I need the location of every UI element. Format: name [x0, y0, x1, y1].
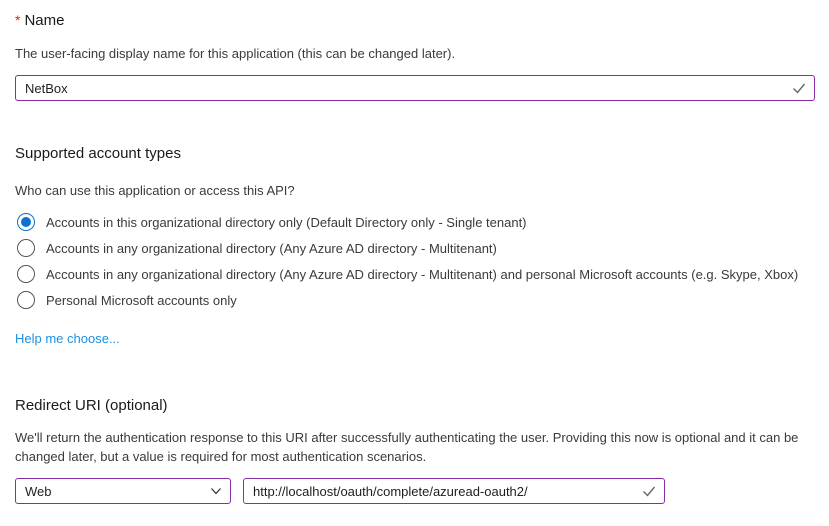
redirect-uri-input[interactable]: [244, 479, 664, 503]
radio-option-label: Accounts in any organizational directory (Any Azure AD directory - Multitenant) and personal Microsoft accounts (e.g. Skype, Xbox): [46, 266, 799, 282]
name-input[interactable]: [16, 76, 814, 100]
redirect-uri-description: We'll return the authentication response to this URI after successfully authenticating the user. Providing this now is optional and it can be changed later, but a value is required for most authentication scenarios.: [15, 430, 799, 464]
account-types-title: Supported account types: [15, 145, 181, 162]
valid-check-icon: [791, 80, 807, 96]
required-marker: *: [15, 12, 21, 28]
radio-button-icon[interactable]: [17, 239, 35, 257]
account-types-question: Who can use this application or access this API?: [15, 183, 295, 198]
name-title-text: Name: [24, 12, 65, 29]
chevron-down-icon: [209, 484, 223, 498]
radio-option-personal-only[interactable]: [15, 287, 815, 313]
radio-option-single-tenant[interactable]: [15, 209, 815, 235]
app-registration-form: [0, 10, 829, 504]
redirect-uri-input-field: [243, 478, 665, 504]
radio-button-icon[interactable]: [17, 265, 35, 283]
valid-check-icon: [641, 483, 657, 499]
radio-option-multitenant[interactable]: [15, 235, 815, 261]
radio-option-multitenant-personal[interactable]: [15, 261, 815, 287]
radio-button-icon[interactable]: [17, 213, 35, 231]
platform-select-dropdown[interactable]: [15, 478, 231, 504]
redirect-uri-row: [15, 478, 815, 504]
name-input-field: [15, 75, 815, 101]
account-types-radio-group: [15, 209, 815, 313]
name-description: The user-facing display name for this application (this can be changed later).: [15, 46, 456, 61]
help-me-choose-link[interactable]: Help me choose...: [15, 331, 120, 346]
platform-selected-value: Web: [25, 483, 52, 499]
radio-option-label: Accounts in this organizational directory only (Default Directory only - Single tenant): [46, 214, 527, 230]
redirect-uri-title: Redirect URI (optional): [15, 397, 168, 414]
radio-option-label: Personal Microsoft accounts only: [46, 292, 237, 308]
name-section-title: [15, 10, 815, 31]
radio-option-label: Accounts in any organizational directory (Any Azure AD directory - Multitenant): [46, 240, 497, 256]
radio-button-icon[interactable]: [17, 291, 35, 309]
